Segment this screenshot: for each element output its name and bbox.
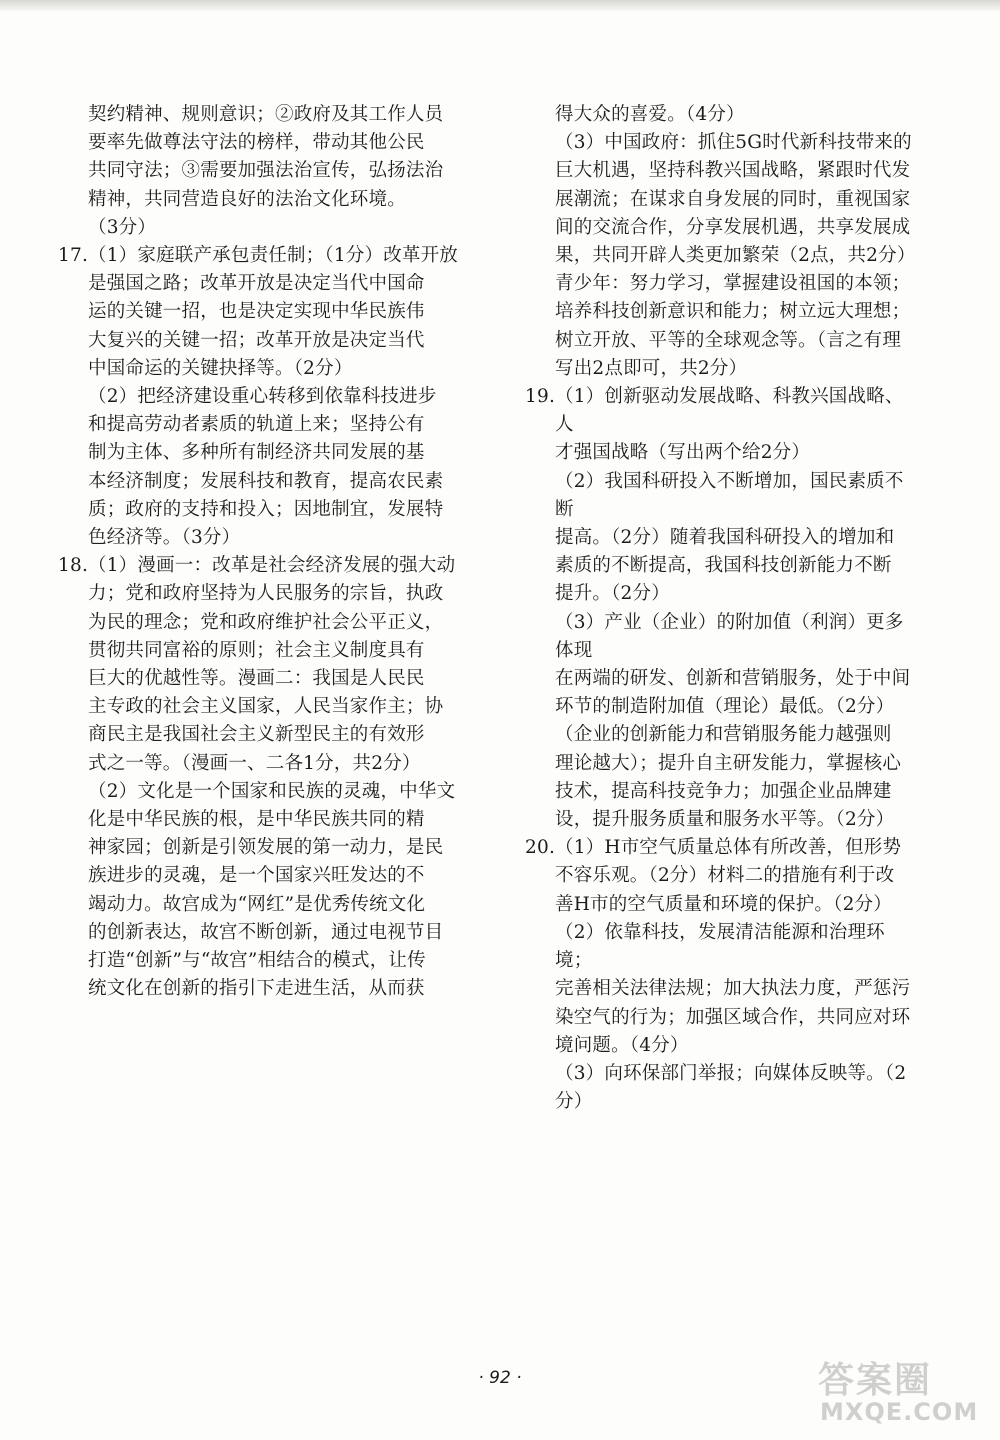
text-line: 间的交流合作，分享发展机遇，共享发展成 [555,216,911,238]
text-line: （企业的创新能力和营销服务能力越强则 [555,724,892,746]
text-line: 本经济制度；发展科技和教育，提高农民素 [88,470,444,492]
watermark-text: 答案圈 [818,1360,933,1401]
text-line: 素质的不断提高，我国科技创新能力不断 [555,555,892,577]
watermark-url: MXQE.COM [820,1398,979,1426]
text-line: 是强国之路；改革开放是决定当代中国命 [88,273,425,295]
text-line: 在两端的研发、创新和营销服务，处于中间 [555,668,911,690]
text-line: 要率先做尊法守法的榜样，带动其他公民 [88,132,425,154]
page-top-edge [0,0,1000,12]
text-line: 提高。（2分）随着我国科研投入的增加和 [555,527,895,549]
text-line: （1）创新驱动发展战略、科教兴国战略、人 [555,386,904,436]
text-line: 为民的理念；党和政府维护社会公平正义， [88,611,444,633]
question-number: 19. [525,386,556,408]
text-line: 设，提升服务质量和服务水平等。（2分） [555,809,895,831]
text-line: 善H市的空气质量和环境的保护。（2分） [555,893,892,915]
watermark-logo [818,1352,983,1430]
right-continuation [555,101,917,383]
text-line: 大复兴的关键一招；改革开放是决定当代 [88,329,425,351]
text-line: （1）H市空气质量总体有所改善，但形势 [555,837,902,859]
text-line: 力；党和政府坚持为人民服务的宗旨，执政 [88,583,444,605]
text-line: 提升。（2分） [555,583,670,605]
text-line: 色经济等。（3分） [88,527,241,549]
text-line: 染空气的行为；加强区域合作，共同应对环 [555,1006,911,1028]
right-column [525,101,917,1116]
text-line: 制为主体、多种所有制经济共同发展的基 [88,442,425,464]
text-line: 巨大机遇，坚持科教兴国战略，紧跟时代发 [555,160,911,182]
text-line: 和提高劳动者素质的轨道上来；坚持公有 [88,414,425,436]
text-line: 理论越大）；提升自主研发能力，掌握核心 [555,752,902,774]
question-number: 17. [58,245,89,267]
answer-19 [525,383,917,834]
text-line: 精神，共同营造良好的法治文化环境。 [88,188,406,210]
text-line: 中国命运的关键抉择等。（2分） [88,357,353,379]
text-line: 技术，提高科技竞争力；加强企业品牌建 [555,780,892,802]
text-line: 才强国战略（写出两个给2分） [555,442,811,464]
text-line: 契约精神、规则意识；②政府及其工作人员 [88,104,444,125]
text-line: 完善相关法律法规；加大执法力度，严惩污 [555,978,911,1000]
text-line: 竭动力。故宫成为“网红”是优秀传统文化 [88,893,426,915]
text-line: 打造“创新”与“故宫”相结合的模式，让传 [88,950,426,972]
text-line: 贯彻共同富裕的原则；社会主义制度具有 [88,639,425,661]
left-column [58,101,460,1004]
text-line: 树立开放、平等的全球观念等。（言之有理 [555,329,902,351]
text-line: 写出2点即可，共2分） [555,357,748,379]
text-line: （2）把经济建设重心转移到依靠科技进步 [88,386,437,408]
text-line: 的创新表达，故宫不断创新，通过电视节目 [88,921,444,943]
text-line: 巨大的优越性等。漫画二：我国是人民民 [88,668,425,690]
text-line: 统文化在创新的指引下走进生活，从而获 [88,978,425,1000]
text-line: （2）我国科研投入不断增加，国民素质不断 [555,470,904,520]
question-number: 18. [58,555,89,577]
text-line: 主专政的社会主义国家，人民当家作主；协 [88,696,444,718]
text-line: 果，共同开辟人类更加繁荣（2点，共2分） [555,245,916,267]
text-line: 得大众的喜爱。（4分） [555,104,745,125]
text-line: （3）向环保部门举报；向媒体反映等。（2 [555,1062,907,1084]
text-line: （1）家庭联产承包责任制；（1分）改革开放 [88,245,458,267]
text-line: 神家园；创新是引领发展的第一动力，是民 [88,837,444,859]
text-line: 境问题。（4分） [555,1034,689,1056]
page-number: · 92 · [478,1368,522,1388]
text-line: 质；政府的支持和投入；因地制宜，发展特 [88,498,444,520]
text-line: （2）依靠科技，发展清洁能源和治理环境； [555,921,885,972]
answer-18 [58,552,460,1003]
text-line: 运的关键一招，也是决定实现中华民族伟 [88,301,425,323]
text-line: （3分） [88,216,157,238]
text-line: 商民主是我国社会主义新型民主的有效形 [88,724,425,746]
text-line: （1）漫画一：改革是社会经济发展的强大动 [88,555,456,577]
text-line: 共同守法；③需要加强法治宣传，弘扬法治 [88,160,444,182]
text-line: （3）中国政府：抓住5G时代新科技带来的 [555,132,912,154]
left-continuation [88,101,460,242]
text-line: 式之一等。（漫画一、二各1分，共2分） [88,752,421,774]
text-line: （3）产业（企业）的附加值（利润）更多体现 [555,611,904,661]
text-line: 环节的制造附加值（理论）最低。（2分） [555,696,895,718]
answer-17 [58,242,460,552]
text-line: 化是中华民族的根，是中华民族共同的精 [88,809,425,831]
text-line: 族进步的灵魂，是一个国家兴旺发达的不 [88,865,425,887]
text-line: 青少年：努力学习，掌握建设祖国的本领； [555,273,911,295]
text-line: （2）文化是一个国家和民族的灵魂，中华文 [88,780,456,802]
text-line: 不容乐观。（2分）材料二的措施有利于改 [555,865,895,887]
question-number: 20. [525,837,556,859]
text-line: 分） [555,1091,593,1113]
answer-20 [525,834,917,1116]
text-line: 展潮流；在谋求自身发展的同时，重视国家 [555,188,911,210]
text-line: 培养科技创新意识和能力；树立远大理想； [555,301,911,323]
